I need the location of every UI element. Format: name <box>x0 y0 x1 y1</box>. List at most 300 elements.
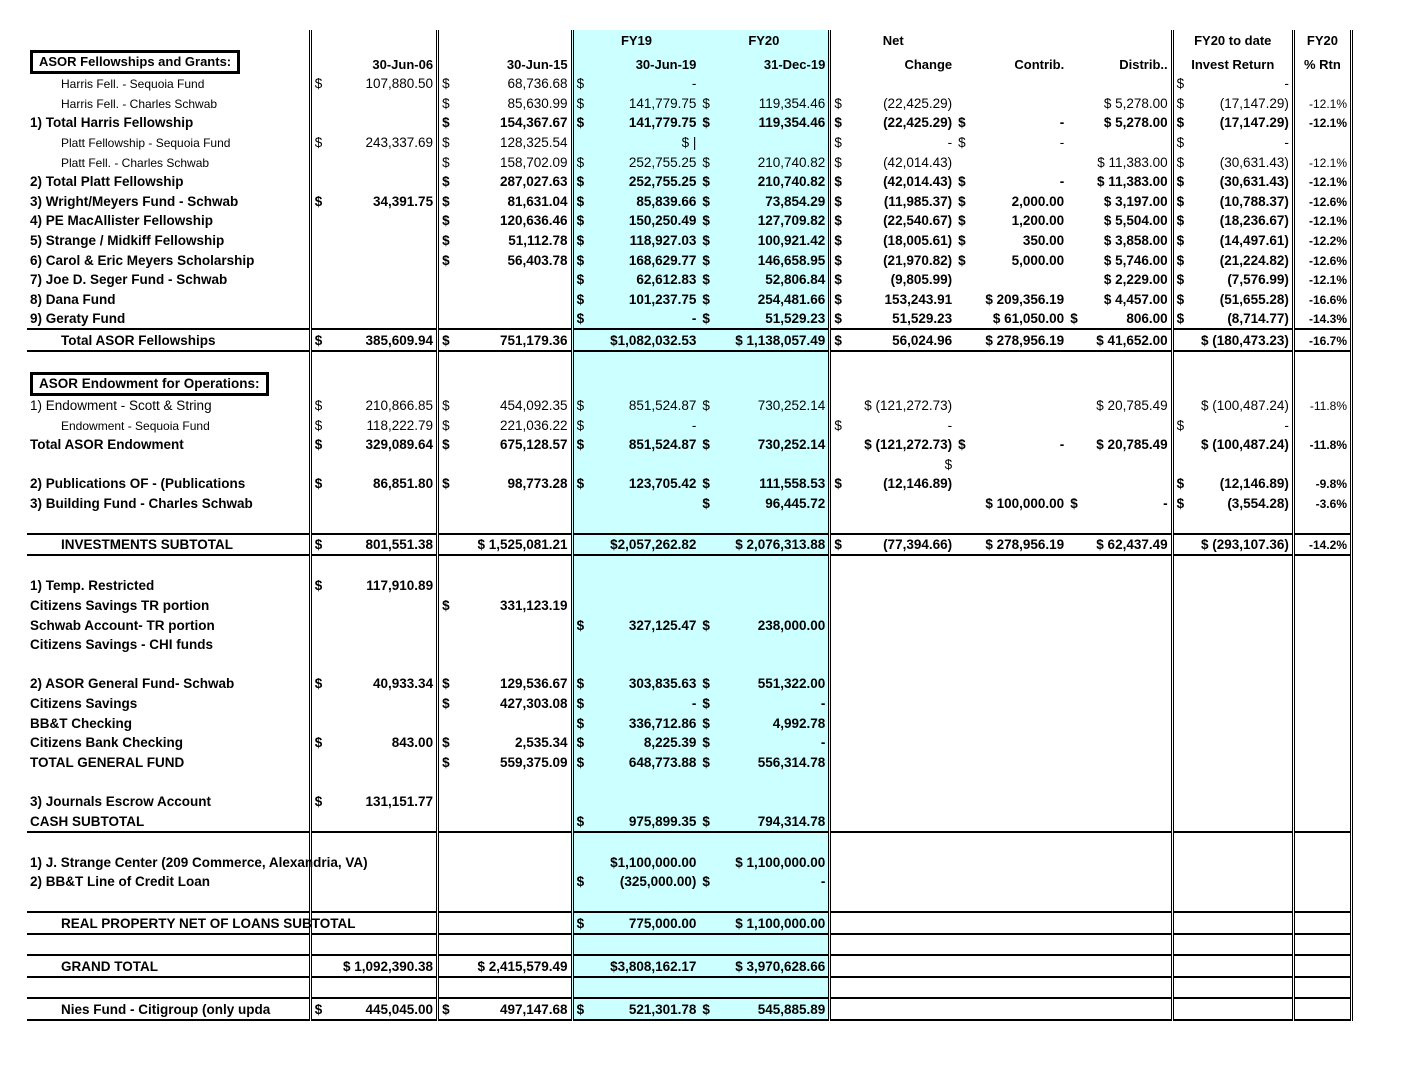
value-cell <box>310 289 437 309</box>
value-cell <box>955 454 1067 474</box>
value-cell: $ 238,000.00 <box>699 615 829 635</box>
value-cell: -12.1% <box>1293 113 1351 133</box>
value-cell: $ 62,437.49 <box>1067 534 1172 556</box>
value-cell <box>1293 454 1351 474</box>
column-header: Change <box>830 50 955 74</box>
value-cell <box>1172 693 1293 713</box>
value-cell <box>310 309 437 330</box>
value-cell <box>830 595 955 615</box>
column-header: 30-Jun-06 <box>310 50 437 74</box>
value-cell <box>438 713 572 733</box>
value-cell <box>1067 752 1172 772</box>
row-label: Harris Fell. - Sequoia Fund <box>61 77 205 92</box>
value-cell <box>1172 615 1293 635</box>
value-cell <box>438 555 572 576</box>
value-cell <box>1293 513 1351 534</box>
value-cell: $ 1,138,057.49 <box>699 329 829 351</box>
value-cell <box>572 454 699 474</box>
value-cell: $ 154,367.67 <box>438 113 572 133</box>
value-cell: $1,082,032.53 <box>572 329 699 351</box>
value-cell: $ 100,000.00 <box>985 496 1065 512</box>
table-row <box>27 595 1352 615</box>
row-label: 2) BB&T Line of Credit Loan <box>30 874 210 890</box>
value-cell: $ 210,866.85 <box>310 396 437 416</box>
value-cell <box>830 955 955 977</box>
value-cell <box>1067 934 1172 956</box>
value-cell <box>699 372 829 396</box>
value-cell <box>699 654 829 674</box>
value-cell: -14.3% <box>1293 309 1351 330</box>
value-cell <box>1067 872 1172 892</box>
value-cell <box>955 832 1067 853</box>
value-cell <box>310 832 437 853</box>
value-cell: $ 101,237.75 <box>572 289 699 309</box>
value-cell <box>955 615 1067 635</box>
value-cell: $ - <box>1070 496 1168 512</box>
header-row <box>27 30 1352 50</box>
value-cell: $ (77,394.66) <box>830 534 955 556</box>
row-label: 2) Publications OF - (Publications <box>30 476 246 492</box>
value-cell <box>699 891 829 912</box>
value-cell: $ 5,000.00 <box>958 252 1065 268</box>
value-cell <box>438 934 572 956</box>
table-row <box>27 832 1352 853</box>
value-cell: -12.2% <box>1293 230 1351 250</box>
value-cell: $ 117,910.89 <box>310 576 437 596</box>
value-cell <box>572 891 699 912</box>
value-cell <box>699 934 829 956</box>
value-cell <box>1172 791 1293 811</box>
value-cell: $ 545,885.89 <box>699 998 829 1020</box>
value-cell: $3,808,162.17 <box>572 955 699 977</box>
value-cell <box>310 372 437 396</box>
value-cell: $ 8,225.39 <box>572 733 699 753</box>
table-row <box>27 733 1352 753</box>
row-label: 3) Journals Escrow Account <box>30 793 212 809</box>
row-label: 9) Geraty Fund <box>30 311 126 327</box>
value-cell: $ (42,014.43) <box>830 152 955 172</box>
value-cell: $ (17,147.29) <box>1172 113 1293 133</box>
value-cell <box>955 733 1067 753</box>
value-cell <box>1067 454 1172 474</box>
value-cell <box>955 415 1067 435</box>
value-cell: $ 254,481.66 <box>699 289 829 309</box>
column-header <box>955 30 1067 50</box>
value-cell <box>438 872 572 892</box>
value-cell <box>438 309 572 330</box>
value-cell: $ 81,631.04 <box>438 191 572 211</box>
value-cell <box>1067 415 1172 435</box>
value-cell: $ 675,128.57 <box>438 435 572 455</box>
value-cell: $ 119,354.46 <box>699 113 829 133</box>
value-cell: $ 806.00 <box>1070 311 1168 327</box>
value-cell <box>1293 912 1351 934</box>
value-cell: $ 454,092.35 <box>438 396 572 416</box>
value-cell <box>699 791 829 811</box>
value-cell <box>1293 977 1351 999</box>
value-cell: $ 1,100,000.00 <box>699 912 829 934</box>
value-cell <box>1067 615 1172 635</box>
value-cell: $ 168,629.77 <box>572 250 699 270</box>
value-cell <box>438 289 572 309</box>
value-cell: $ (14,497.61) <box>1172 230 1293 250</box>
value-cell: $ 107,880.50 <box>310 74 437 94</box>
value-cell <box>1067 674 1172 694</box>
value-cell <box>830 713 955 733</box>
value-cell: $ 141,779.75 <box>572 113 699 133</box>
value-cell: $ 556,314.78 <box>699 752 829 772</box>
value-cell <box>1067 891 1172 912</box>
value-cell: -12.6% <box>1293 191 1351 211</box>
value-cell <box>310 654 437 674</box>
value-cell: $ 331,123.19 <box>438 595 572 615</box>
value-cell <box>1293 891 1351 912</box>
value-cell <box>1293 752 1351 772</box>
value-cell: $ 252,755.25 <box>572 172 699 192</box>
value-cell <box>1067 912 1172 934</box>
value-cell: $ 327,125.47 <box>572 615 699 635</box>
column-header: FY20 <box>699 30 829 50</box>
value-cell <box>310 872 437 892</box>
value-cell: $ 243,337.69 <box>310 132 437 152</box>
value-cell <box>955 474 1067 494</box>
value-cell: -12.1% <box>1293 270 1351 290</box>
value-cell <box>1293 372 1351 396</box>
table-row <box>27 211 1352 231</box>
value-cell: $ - <box>958 437 1065 453</box>
row-label: 6) Carol & Eric Meyers Scholarship <box>30 252 255 268</box>
value-cell <box>955 74 1067 94</box>
table-row <box>27 396 1352 416</box>
value-cell <box>310 250 437 270</box>
column-header <box>438 30 572 50</box>
value-cell: $ (293,107.36) <box>1172 534 1293 556</box>
value-cell <box>572 493 699 513</box>
row-label: 1) J. Strange Center (209 Commerce, Alexandria, VA) <box>30 854 368 870</box>
value-cell <box>830 832 955 853</box>
value-cell <box>438 811 572 832</box>
value-cell: $ (121,272.73) <box>830 396 955 416</box>
value-cell: $ 11,383.00 <box>1097 174 1168 190</box>
table-row <box>27 93 1352 113</box>
value-cell <box>1067 513 1172 534</box>
financial-table <box>27 30 1353 1021</box>
value-cell: -16.6% <box>1293 289 1351 309</box>
value-cell <box>1293 654 1351 674</box>
table-row <box>27 998 1352 1020</box>
table-row <box>27 372 1352 396</box>
value-cell: -11.8% <box>1293 396 1351 416</box>
column-header: Net <box>830 30 955 50</box>
section-title: ASOR Endowment for Operations: <box>30 372 269 396</box>
value-cell: $ 4,992.78 <box>699 713 829 733</box>
value-cell: $ - <box>958 115 1065 131</box>
column-header: 30-Jun-19 <box>572 50 699 74</box>
row-label: Citizens Savings TR portion <box>30 598 210 614</box>
value-cell <box>955 977 1067 999</box>
value-cell <box>310 152 437 172</box>
value-cell <box>955 555 1067 576</box>
value-cell: $ 5,278.00 <box>1103 115 1168 131</box>
value-cell: $ 52,806.84 <box>699 270 829 290</box>
value-cell <box>1172 351 1293 372</box>
value-cell: $ 210,740.82 <box>699 172 829 192</box>
table-row <box>27 270 1352 290</box>
value-cell <box>955 852 1067 872</box>
table-row <box>27 977 1352 999</box>
row-label: TOTAL GENERAL FUND <box>30 754 185 770</box>
value-cell: $ 56,024.96 <box>830 329 955 351</box>
value-cell <box>572 513 699 534</box>
value-cell: $ (21,970.82) <box>830 250 955 270</box>
row-label <box>27 513 310 534</box>
table-row <box>27 891 1352 912</box>
value-cell <box>1067 635 1172 655</box>
spreadsheet <box>27 30 1353 1021</box>
value-cell <box>1172 576 1293 596</box>
value-cell <box>1067 811 1172 832</box>
value-cell <box>438 351 572 372</box>
row-label: Nies Fund - Citigroup (only upda <box>27 998 310 1020</box>
value-cell <box>572 555 699 576</box>
row-label: 3) Wright/Meyers Fund - Schwab <box>30 193 239 209</box>
column-header: FY20 to date <box>1172 30 1293 50</box>
value-cell: $ 1,525,081.21 <box>438 534 572 556</box>
value-cell: $ (11,985.37) <box>830 191 955 211</box>
table-row <box>27 654 1352 674</box>
value-cell <box>1067 654 1172 674</box>
value-cell <box>1293 351 1351 372</box>
value-cell <box>1293 811 1351 832</box>
value-cell: $ (12,146.89) <box>1172 474 1293 494</box>
value-cell: $ 158,702.09 <box>438 152 572 172</box>
value-cell: $ 1,100,000.00 <box>699 852 829 872</box>
value-cell: $ 73,854.29 <box>699 191 829 211</box>
value-cell <box>1293 415 1351 435</box>
value-cell: $ 2,076,313.88 <box>699 534 829 556</box>
table-row <box>27 493 1352 513</box>
value-cell <box>955 791 1067 811</box>
value-cell: $ - <box>572 74 699 94</box>
value-cell <box>438 454 572 474</box>
value-cell <box>955 270 1067 290</box>
column-header: Contrib. <box>1014 56 1065 72</box>
value-cell <box>1172 372 1293 396</box>
table-row <box>27 852 1352 872</box>
value-cell: $ (12,146.89) <box>830 474 955 494</box>
value-cell <box>1172 832 1293 853</box>
value-cell: $ 118,927.03 <box>572 230 699 250</box>
value-cell <box>830 891 955 912</box>
value-cell: $ 1,200.00 <box>958 213 1065 229</box>
value-cell <box>1172 998 1293 1020</box>
table-row <box>27 329 1352 351</box>
value-cell <box>1293 713 1351 733</box>
value-cell <box>955 934 1067 956</box>
value-cell: $ (22,540.67) <box>830 211 955 231</box>
value-cell <box>1293 74 1351 94</box>
value-cell <box>310 113 437 133</box>
value-cell: $ 86,851.80 <box>310 474 437 494</box>
value-cell <box>1067 955 1172 977</box>
value-cell <box>1293 555 1351 576</box>
value-cell: $ 551,322.00 <box>699 674 829 694</box>
value-cell <box>1293 832 1351 853</box>
value-cell: $ 119,354.46 <box>699 93 829 113</box>
value-cell: $ 975,899.35 <box>572 811 699 832</box>
value-cell <box>699 772 829 792</box>
value-cell <box>1067 733 1172 753</box>
value-cell <box>1172 733 1293 753</box>
table-row <box>27 811 1352 832</box>
value-cell: $ - <box>699 693 829 713</box>
value-cell <box>438 791 572 811</box>
value-cell <box>1172 752 1293 772</box>
table-row <box>27 912 1352 934</box>
value-cell <box>1172 852 1293 872</box>
column-header: 30-Jun-15 <box>438 50 572 74</box>
table-row <box>27 674 1352 694</box>
value-cell: $ (17,147.29) <box>1172 93 1293 113</box>
value-cell <box>1172 955 1293 977</box>
value-cell <box>1293 955 1351 977</box>
value-cell: -9.8% <box>1293 474 1351 494</box>
table-row <box>27 132 1352 152</box>
row-label: 7) Joe D. Seger Fund - Schwab <box>30 272 228 288</box>
value-cell <box>955 93 1067 113</box>
value-cell: $ 5,504.00 <box>1103 213 1168 229</box>
table-row <box>27 955 1352 977</box>
value-cell <box>1172 891 1293 912</box>
value-cell <box>310 211 437 231</box>
value-cell: $ (18,005.61) <box>830 230 955 250</box>
column-header <box>310 30 437 50</box>
value-cell <box>1067 74 1172 94</box>
table-row <box>27 454 1352 474</box>
value-cell: $ 2,535.34 <box>438 733 572 753</box>
value-cell <box>1067 772 1172 792</box>
table-row <box>27 635 1352 655</box>
value-cell: -16.7% <box>1293 329 1351 351</box>
value-cell <box>699 977 829 999</box>
value-cell <box>438 493 572 513</box>
value-cell <box>310 615 437 635</box>
value-cell: $ 34,391.75 <box>310 191 437 211</box>
value-cell: $ 329,089.64 <box>310 435 437 455</box>
value-cell <box>310 270 437 290</box>
value-cell: $ 2,415,579.49 <box>438 955 572 977</box>
value-cell <box>830 615 955 635</box>
value-cell <box>1293 791 1351 811</box>
value-cell: $ (10,788.37) <box>1172 191 1293 211</box>
row-label: BB&T Checking <box>30 715 133 731</box>
value-cell: $ (22,425.29) <box>830 113 955 133</box>
value-cell <box>830 977 955 999</box>
value-cell: $ - <box>1172 132 1293 152</box>
value-cell: $ 51,112.78 <box>438 230 572 250</box>
value-cell <box>955 351 1067 372</box>
value-cell: $ 303,835.63 <box>572 674 699 694</box>
value-cell <box>699 832 829 853</box>
value-cell <box>310 93 437 113</box>
value-cell <box>1293 934 1351 956</box>
value-cell: $ - <box>830 415 955 435</box>
value-cell <box>830 555 955 576</box>
value-cell <box>955 152 1067 172</box>
header-label <box>27 50 310 74</box>
header-row <box>27 50 1352 74</box>
table-row <box>27 230 1352 250</box>
value-cell: $ (100,487.24) <box>1172 396 1293 416</box>
value-cell: $ 4,457.00 <box>1103 291 1168 307</box>
value-cell <box>1293 635 1351 655</box>
value-cell: $ - <box>572 693 699 713</box>
value-cell <box>438 772 572 792</box>
value-cell <box>438 635 572 655</box>
value-cell: $ 427,303.08 <box>438 693 572 713</box>
value-cell: $ 85,630.99 <box>438 93 572 113</box>
value-cell <box>955 713 1067 733</box>
value-cell <box>1172 934 1293 956</box>
value-cell: $ 730,252.14 <box>699 435 829 455</box>
value-cell: $ (325,000.00) <box>572 872 699 892</box>
value-cell: $ <box>830 454 955 474</box>
row-label: 2) Total Platt Fellowship <box>30 174 184 190</box>
value-cell <box>955 872 1067 892</box>
value-cell <box>955 772 1067 792</box>
value-cell <box>310 635 437 655</box>
table-row <box>27 934 1352 956</box>
value-cell <box>572 772 699 792</box>
value-cell: $ 100,921.42 <box>699 230 829 250</box>
value-cell: $ (100,487.24) <box>1172 435 1293 455</box>
value-cell <box>830 852 955 872</box>
value-cell <box>699 415 829 435</box>
value-cell: $ (51,655.28) <box>1172 289 1293 309</box>
value-cell <box>310 351 437 372</box>
table-row <box>27 289 1352 309</box>
value-cell: $ - <box>958 174 1065 190</box>
value-cell: $ 123,705.42 <box>572 474 699 494</box>
value-cell: -14.2% <box>1293 534 1351 556</box>
value-cell <box>1067 132 1172 152</box>
value-cell <box>572 576 699 596</box>
value-cell <box>438 615 572 635</box>
table-row <box>27 576 1352 596</box>
value-cell <box>1172 595 1293 615</box>
value-cell: $ 801,551.38 <box>310 534 437 556</box>
row-label <box>27 654 310 674</box>
value-cell: $ 56,403.78 <box>438 250 572 270</box>
value-cell: -12.1% <box>1293 172 1351 192</box>
value-cell <box>1067 351 1172 372</box>
value-cell <box>955 811 1067 832</box>
table-row <box>27 415 1352 435</box>
value-cell <box>955 752 1067 772</box>
value-cell: $ 120,636.46 <box>438 211 572 231</box>
value-cell <box>1293 674 1351 694</box>
row-label: Schwab Account- TR portion <box>30 617 215 633</box>
value-cell <box>438 270 572 290</box>
value-cell: $ 2,000.00 <box>958 193 1065 209</box>
row-label: 5) Strange / Midkiff Fellowship <box>30 232 225 248</box>
row-label: 8) Dana Fund <box>30 291 116 307</box>
value-cell: -12.1% <box>1293 211 1351 231</box>
value-cell: $ (121,272.73) <box>830 435 955 455</box>
row-label: Platt Fell. - Charles Schwab <box>61 155 210 170</box>
value-cell <box>1293 595 1351 615</box>
value-cell <box>1067 555 1172 576</box>
